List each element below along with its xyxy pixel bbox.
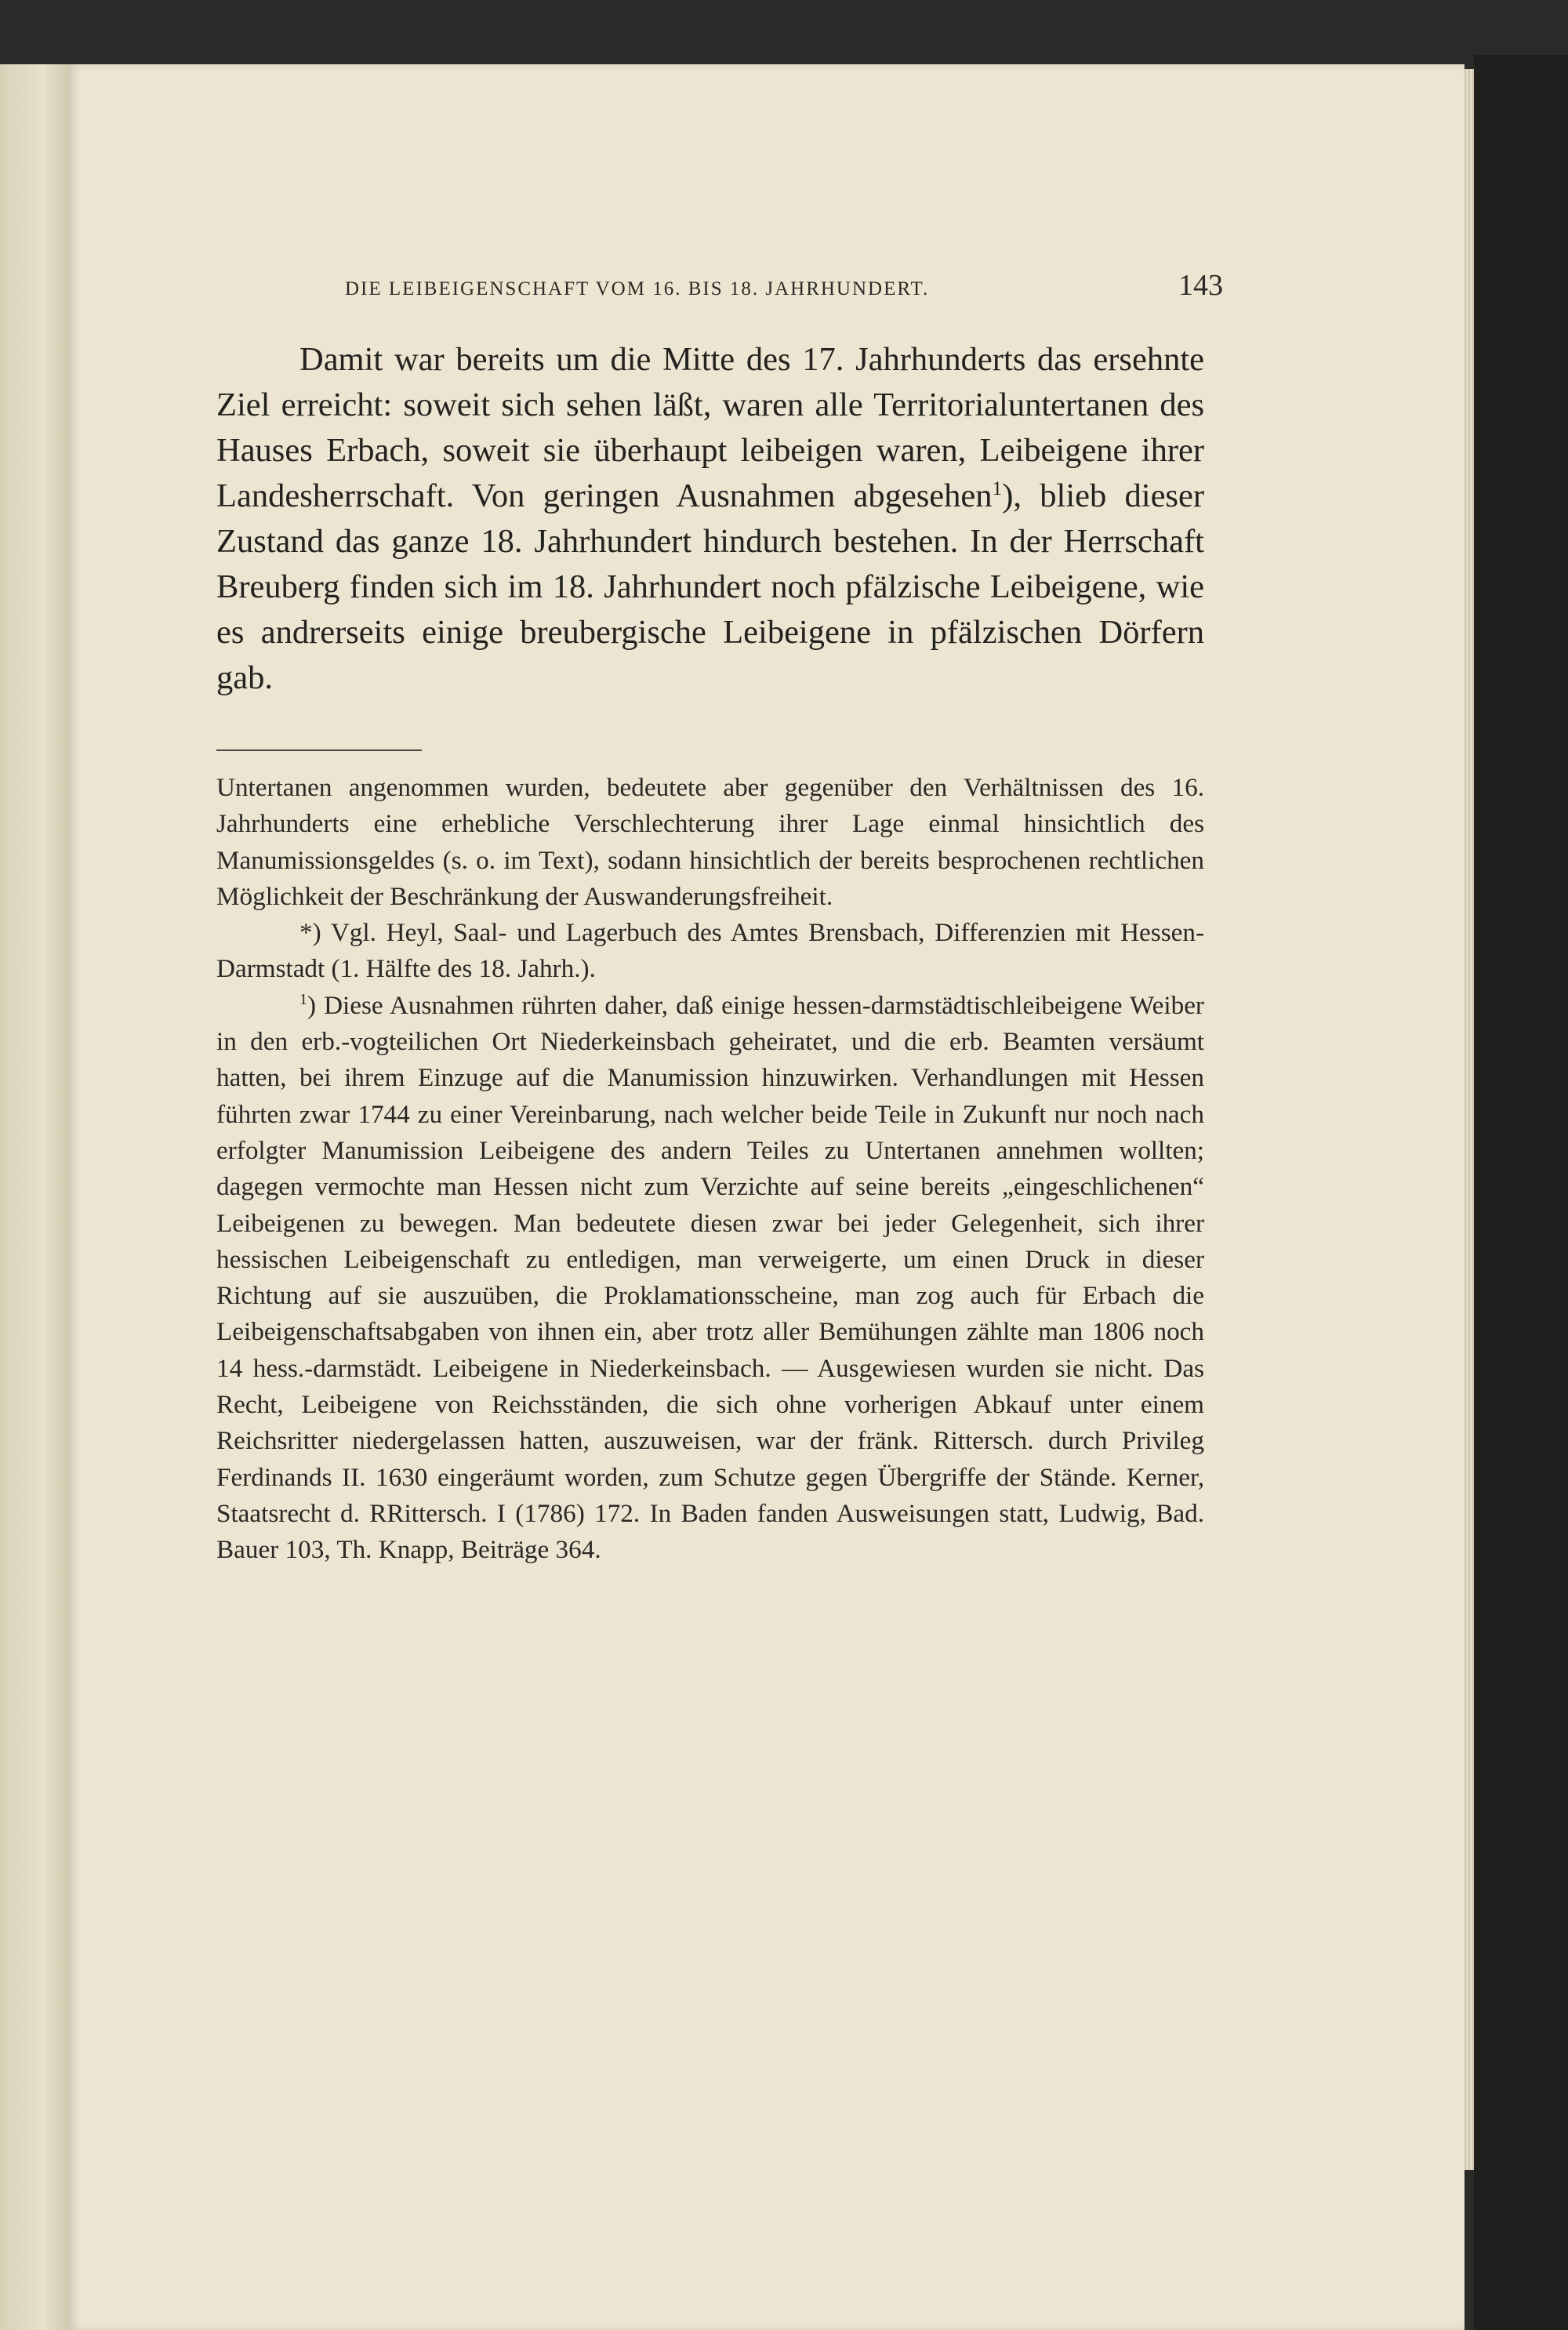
main-text-part-2: , blieb dieser Zustand das ganze 18. Jahrhundert hindurch bestehen. In der Herrschaft Breuberg finden sich im 18. Jahrhundert noch pfälzische Leibeigene, wie es andrerseits einige breubergische Leibeigene in pfälzischen Dörfern gab. [216, 477, 1204, 696]
main-text-part-1: Damit war bereits um die Mitte des 17. Jahrhunderts das ersehnte Ziel erreicht: soweit sich sehen läßt, waren alle Territorialuntertanen des Hauses Erbach, soweit sie überhaupt leibeigen waren, Leibeigene ihrer Landesherrschaft. Von geringen Ausnahmen abgesehen [216, 341, 1204, 514]
scan-background [1474, 55, 1568, 2330]
footnote-rule [216, 749, 422, 751]
footnote-continued: Untertanen angenommen wurden, bedeutete aber gegenüber den Verhältnissen des 16. Jahrhunderts eine erhebliche Verschlechterung ihrer Lage einmal hinsichtlich des Manumissionsgeldes (s. o. im Text), sodann hinsichtlich der bereits besprochenen rechtlichen Möglichkeit der Beschränkung der Auswanderungsfreiheit. [216, 773, 1204, 911]
running-title: DIE LEIBEIGENSCHAFT VOM 16. BIS 18. JAHRHUNDERT. [345, 278, 930, 299]
footnote-1 [216, 988, 1204, 1569]
footnotes [216, 770, 1204, 1569]
footnote-1-marker: 1 [299, 990, 307, 1008]
main-text [216, 337, 1204, 701]
facing-page-edge [0, 64, 72, 2330]
footnote-star: *) Vgl. Heyl, Saal- und Lagerbuch des Amtes Brensbach, Differenzien mit Hessen-Darmstadt (1. Hälfte des 18. Jahrh.). [216, 918, 1204, 984]
page-number: 143 [1178, 269, 1223, 302]
running-head [345, 268, 1223, 303]
footnote-reference: 1 [992, 476, 1003, 499]
main-paragraph: Damit war bereits um die Mitte des 17. Jahrhunderts das ersehnte Ziel erreicht: soweit sich sehen läßt, waren alle Territorialuntertanen des Hauses Erbach, soweit sie überhaupt leibeigen waren, Leibeigene ihrer Landesherrschaft. Von geringen Ausnahmen abgesehen$^1$), blieb dieser Zustand das ganze 18. Jahrhundert hindurch bestehen. In der Herrschaft Breuberg finden sich im 18. Jahrhundert noch pfälzische Leibeigene, wie es andrerseits einige breubergische Leibeigene in pfälzischen Dörfern gab. [216, 341, 1204, 696]
footnote-1-text: ) Diese Ausnahmen rührten daher, daß einige hessen-darmstädtischleibeigene Weiber in den erb.-vogteilichen Ort Niederkeinsbach geheiratet, und die erb. Beamten versäumt hatten, bei ihrem Einzuge auf die Manumission hinzuwirken. Verhandlungen mit Hessen führten zwar 1744 zu einer Vereinbarung, nach welcher beide Teile in Zukunft nur noch nach erfolgter Manumission Leibeigene des andern Teiles zu Untertanen annehmen wollten; dagegen vermochte man Hessen nicht zum Verzichte auf seine bereits „eingeschlichenen“ Leibeigenen zu bewegen. Man bedeutete diesen zwar bei jeder Gelegenheit, sich ihrer hessischen Leibeigenschaft zu entledigen, man verweigerte, um einen Druck in dieser Richtung auf sie auszuüben, die Proklamationsscheine, man zog auch für Erbach die Leibeigenschaftsabgaben von ihnen ein, aber trotz aller Bemühungen zählte man 1806 noch 14 hess.-darmstädt. Leibeigene in Niederkeinsbach. — Ausgewiesen wurden sie nicht. Das Recht, Leibeigene von Reichsständen, die sich ohne vorherigen Abkauf unter einem Reichsritter niedergelassen hatten, auszuweisen, war der fränk. Rittersch. durch Privileg Ferdinands II. 1630 eingeräumt worden, zum Schutze gegen Übergriffe der Stände. Kerner, Staatsrecht d. RRittersch. I (1786) 172. In Baden fanden Ausweisungen statt, Ludwig, Bad. Bauer 103, Th. Knapp, Beiträge 364. [216, 990, 1204, 1565]
